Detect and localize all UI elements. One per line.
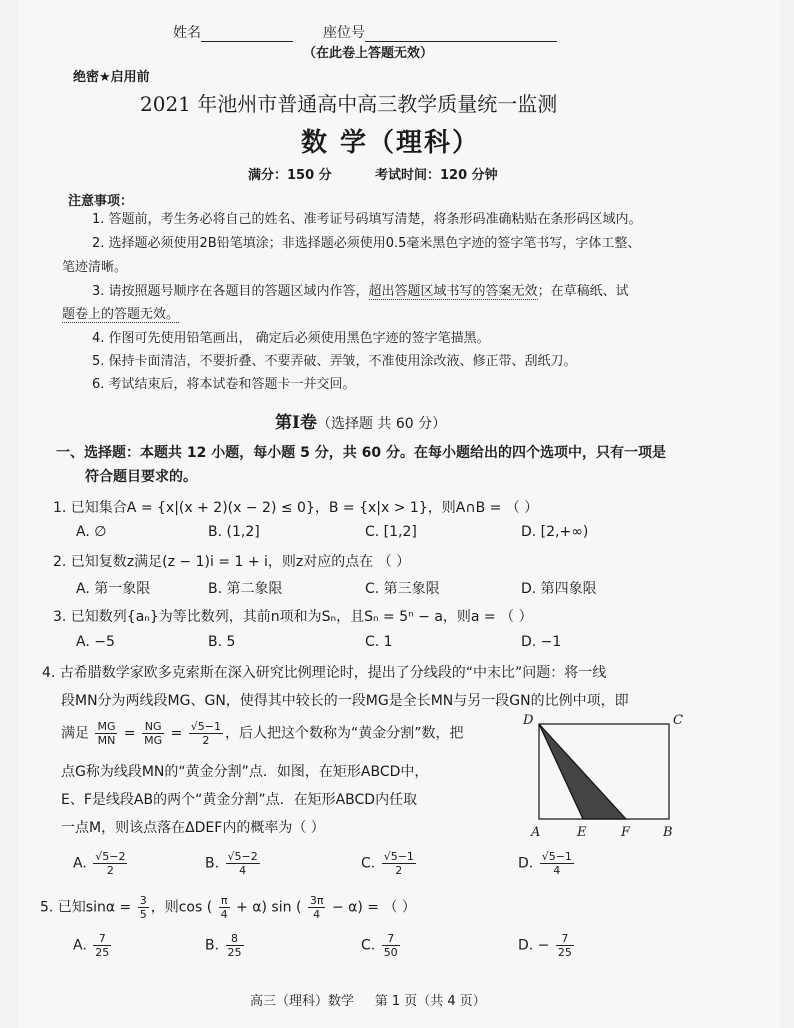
fraction-3pi-4: [308, 894, 326, 921]
full-score: 满分：150 分: [248, 168, 332, 183]
frac-den: 2: [395, 864, 403, 877]
question-1-stem: 1. 已知集合A = {x|(x + 2)(x − 2) ≤ 0}，B = {x|x > 1}，则A∩B = （ ）: [53, 500, 539, 516]
q5-post: − α) = （ ）: [331, 899, 416, 916]
secret-mark: 绝密★启用前: [73, 70, 150, 85]
question-4-line-5: E、F是线段AB的两个“黄金分割”点．在矩形ABCD内任取: [61, 792, 418, 808]
frac-num: 7: [556, 932, 574, 946]
question-4-line-3: 满足 $\frac{MG}{MN}$ = $\frac{NG}{MG}$ = $\frac{√5-1}{2}$ ，后人把这个数称为“黄金分割”数，把: [61, 720, 464, 747]
seat-field: [323, 22, 557, 42]
frac-num: √5−1: [541, 850, 572, 863]
q5-option-b[interactable]: [205, 932, 246, 959]
section-title: 第Ⅰ卷: [275, 413, 317, 433]
note-3-emphasis-2: 题卷上的答题无效。: [62, 307, 180, 322]
fraction: [540, 850, 574, 877]
section-instruction-cont: 符合题目要求的。: [85, 469, 197, 485]
q2-option-a[interactable]: A. 第一象限: [76, 581, 151, 597]
seat-label: 座位号: [323, 25, 365, 41]
fraction: [382, 932, 400, 959]
frac-den: 2: [202, 734, 210, 747]
question-5-stem: [40, 894, 416, 921]
name-label: 姓名: [173, 25, 201, 41]
triangle-def: [539, 724, 626, 819]
fraction-mg-mn: [95, 720, 117, 747]
frac-den: 25: [557, 946, 572, 959]
exam-title: 2021 年池州市普通高中高三教学质量统一监测: [140, 92, 558, 116]
frac-num: 7: [93, 932, 111, 946]
label-e: E: [577, 825, 587, 840]
q2-option-d[interactable]: D. 第四象限: [521, 581, 597, 597]
q2-option-b[interactable]: B. 第二象限: [208, 581, 283, 597]
fraction: [556, 932, 574, 959]
frac-num: NG: [142, 720, 164, 734]
frac-den: 4: [239, 864, 247, 877]
exam-time: 考试时间：120 分钟: [375, 168, 498, 183]
note-2: 2. 选择题必须使用2B铅笔填涂；非选择题必须使用0.5毫米黑色字迹的签字笔书写，字体工整、: [92, 236, 641, 251]
note-6: 6. 考试结束后，将本试卷和答题卡一并交回。: [92, 377, 356, 392]
invalid-note: （在此卷上答题无效）: [303, 46, 434, 61]
q5-mid2: + α) sin (: [236, 899, 302, 916]
frac-num: 8: [226, 932, 244, 946]
q4-option-a[interactable]: [73, 850, 129, 877]
question-2-stem: 2. 已知复数z满足(z − 1)i = 1 + i，则z对应的点在 （ ）: [53, 554, 411, 570]
q1-option-b[interactable]: B. (1,2]: [208, 524, 260, 540]
fraction: [226, 932, 244, 959]
q5-option-c[interactable]: [361, 932, 402, 959]
frac-den: 2: [106, 864, 114, 877]
frac-den: 25: [95, 946, 110, 959]
q1-option-d[interactable]: D. [2,+∞): [521, 524, 589, 540]
fraction-golden: [189, 720, 223, 747]
question-3-stem: 3. 已知数列{aₙ}为等比数列，其前n项和为Sₙ，且Sₙ = 5ⁿ − a，则a = （ ）: [53, 609, 533, 625]
frac-num: π: [219, 894, 230, 908]
q3-option-c[interactable]: C. 1: [365, 634, 393, 650]
question-4-line-4: 点G称为线段MN的“黄金分割”点．如图，在矩形ABCD中，: [61, 764, 429, 780]
note-4: 4. 作图可先使用铅笔画出， 确定后必须使用黑色字迹的签字笔描黑。: [92, 331, 490, 346]
frac-num: 3π: [309, 894, 324, 907]
note-3-part-a: 3. 请按照题号顺序在各题目的答题区域内作答，: [92, 284, 369, 299]
frac-den: MG: [144, 734, 163, 747]
footer-page-number: 第 1 页（共 4 页）: [374, 994, 486, 1009]
frac-den: 4: [313, 908, 321, 921]
fraction-ng-mg: [142, 720, 164, 747]
label-c: C: [673, 713, 683, 728]
q1-option-c[interactable]: C. [1,2]: [365, 524, 417, 540]
option-letter: D. −: [518, 937, 550, 954]
q4-option-d[interactable]: [518, 850, 576, 877]
section-subtitle: （选择题 共 60 分）: [316, 416, 447, 432]
name-blank[interactable]: [201, 27, 293, 42]
notes-heading: 注意事项：: [68, 194, 134, 209]
label-a: A: [531, 825, 541, 840]
question-4-line-2: 段MN分为两线段MG、GN，使得其中较长的一段MG是全长MN与另一段GN的比例中项，即: [61, 693, 629, 709]
option-letter: A.: [73, 937, 87, 954]
q5-pre: 5. 已知sinα =: [40, 899, 132, 916]
frac-num: 7: [382, 932, 400, 946]
q2-option-c[interactable]: C. 第三象限: [365, 581, 440, 597]
note-5: 5. 保持卡面清洁，不要折叠、不要弄破、弄皱，不准使用涂改液、修正带、刮纸刀。: [92, 354, 577, 369]
name-field: [173, 22, 293, 42]
q3-option-d[interactable]: D. −1: [521, 634, 562, 650]
q5-mid: ，则cos (: [150, 899, 213, 916]
option-letter: D.: [518, 855, 534, 872]
frac-den: 50: [383, 946, 398, 959]
note-1: 1. 答题前，考生务必将自己的姓名、准考证号码填写清楚，将条形码准确粘贴在条形码区域内。: [92, 212, 642, 227]
note-2-cont: 笔迹清晰。: [62, 260, 128, 275]
frac-num: √5−1: [190, 720, 221, 733]
frac-den: MN: [97, 734, 116, 747]
fraction: [93, 932, 111, 959]
note-3-emphasis: 超出答题区域书写的答案无效: [368, 284, 538, 299]
page-footer: [250, 990, 486, 1009]
note-3: [92, 280, 629, 299]
frac-den: 4: [553, 864, 561, 877]
option-letter: C.: [361, 937, 376, 954]
frac-num: MG: [97, 720, 116, 733]
q3-option-b[interactable]: B. 5: [208, 634, 236, 650]
fraction: [93, 850, 127, 877]
fraction-pi-4: [219, 894, 230, 921]
option-letter: B.: [205, 855, 220, 872]
q3-option-a[interactable]: A. −5: [76, 634, 115, 650]
frac-num: √5−2: [227, 850, 258, 863]
note-3-cont: [62, 303, 179, 322]
label-f: F: [621, 825, 631, 840]
rectangle-abcd-figure: [513, 712, 693, 840]
question-4-line-1: 4. 古希腊数学家欧多克索斯在深入研究比例理论时，提出了分线段的“中末比”问题：将一线: [42, 665, 607, 681]
frac-den: 25: [227, 946, 242, 959]
frac-num: √5−1: [383, 850, 414, 863]
subject-title: 数 学（理科）: [301, 128, 481, 158]
frac-den: 5: [139, 908, 147, 921]
label-d: D: [523, 713, 534, 728]
exam-page: [18, 0, 780, 1028]
q1-option-a[interactable]: A. ∅: [76, 524, 107, 540]
option-letter: C.: [361, 855, 376, 872]
frac-num: √5−2: [95, 850, 126, 863]
footer-label: 高三（理科）数学: [250, 994, 355, 1009]
q4-option-b[interactable]: [205, 850, 262, 877]
q4-line-3-rest: ，后人把这个数称为“黄金分割”数，把: [225, 725, 464, 742]
fraction: [382, 850, 416, 877]
seat-blank[interactable]: [365, 27, 557, 42]
section-heading: [275, 408, 446, 433]
q4-satisfy-label: 满足: [61, 725, 89, 742]
section-instruction: 一、选择题：本题共 12 小题，每小题 5 分，共 60 分。在每小题给出的四个选项中，只有一项是: [56, 445, 666, 461]
fraction: [226, 850, 260, 877]
q4-option-c[interactable]: [361, 850, 418, 877]
note-3-part-c: ；在草稿纸、试: [537, 284, 629, 299]
q5-option-d[interactable]: [518, 932, 576, 959]
option-letter: B.: [205, 937, 220, 954]
frac-num: 3: [139, 894, 147, 907]
question-4-line-6: 一点M，则该点落在ΔDEF内的概率为（ ）: [61, 820, 325, 836]
option-letter: A.: [73, 855, 87, 872]
q5-option-a[interactable]: [73, 932, 113, 959]
fraction-3-5: [138, 894, 149, 921]
label-b: B: [663, 825, 673, 840]
frac-den: 4: [220, 908, 228, 921]
